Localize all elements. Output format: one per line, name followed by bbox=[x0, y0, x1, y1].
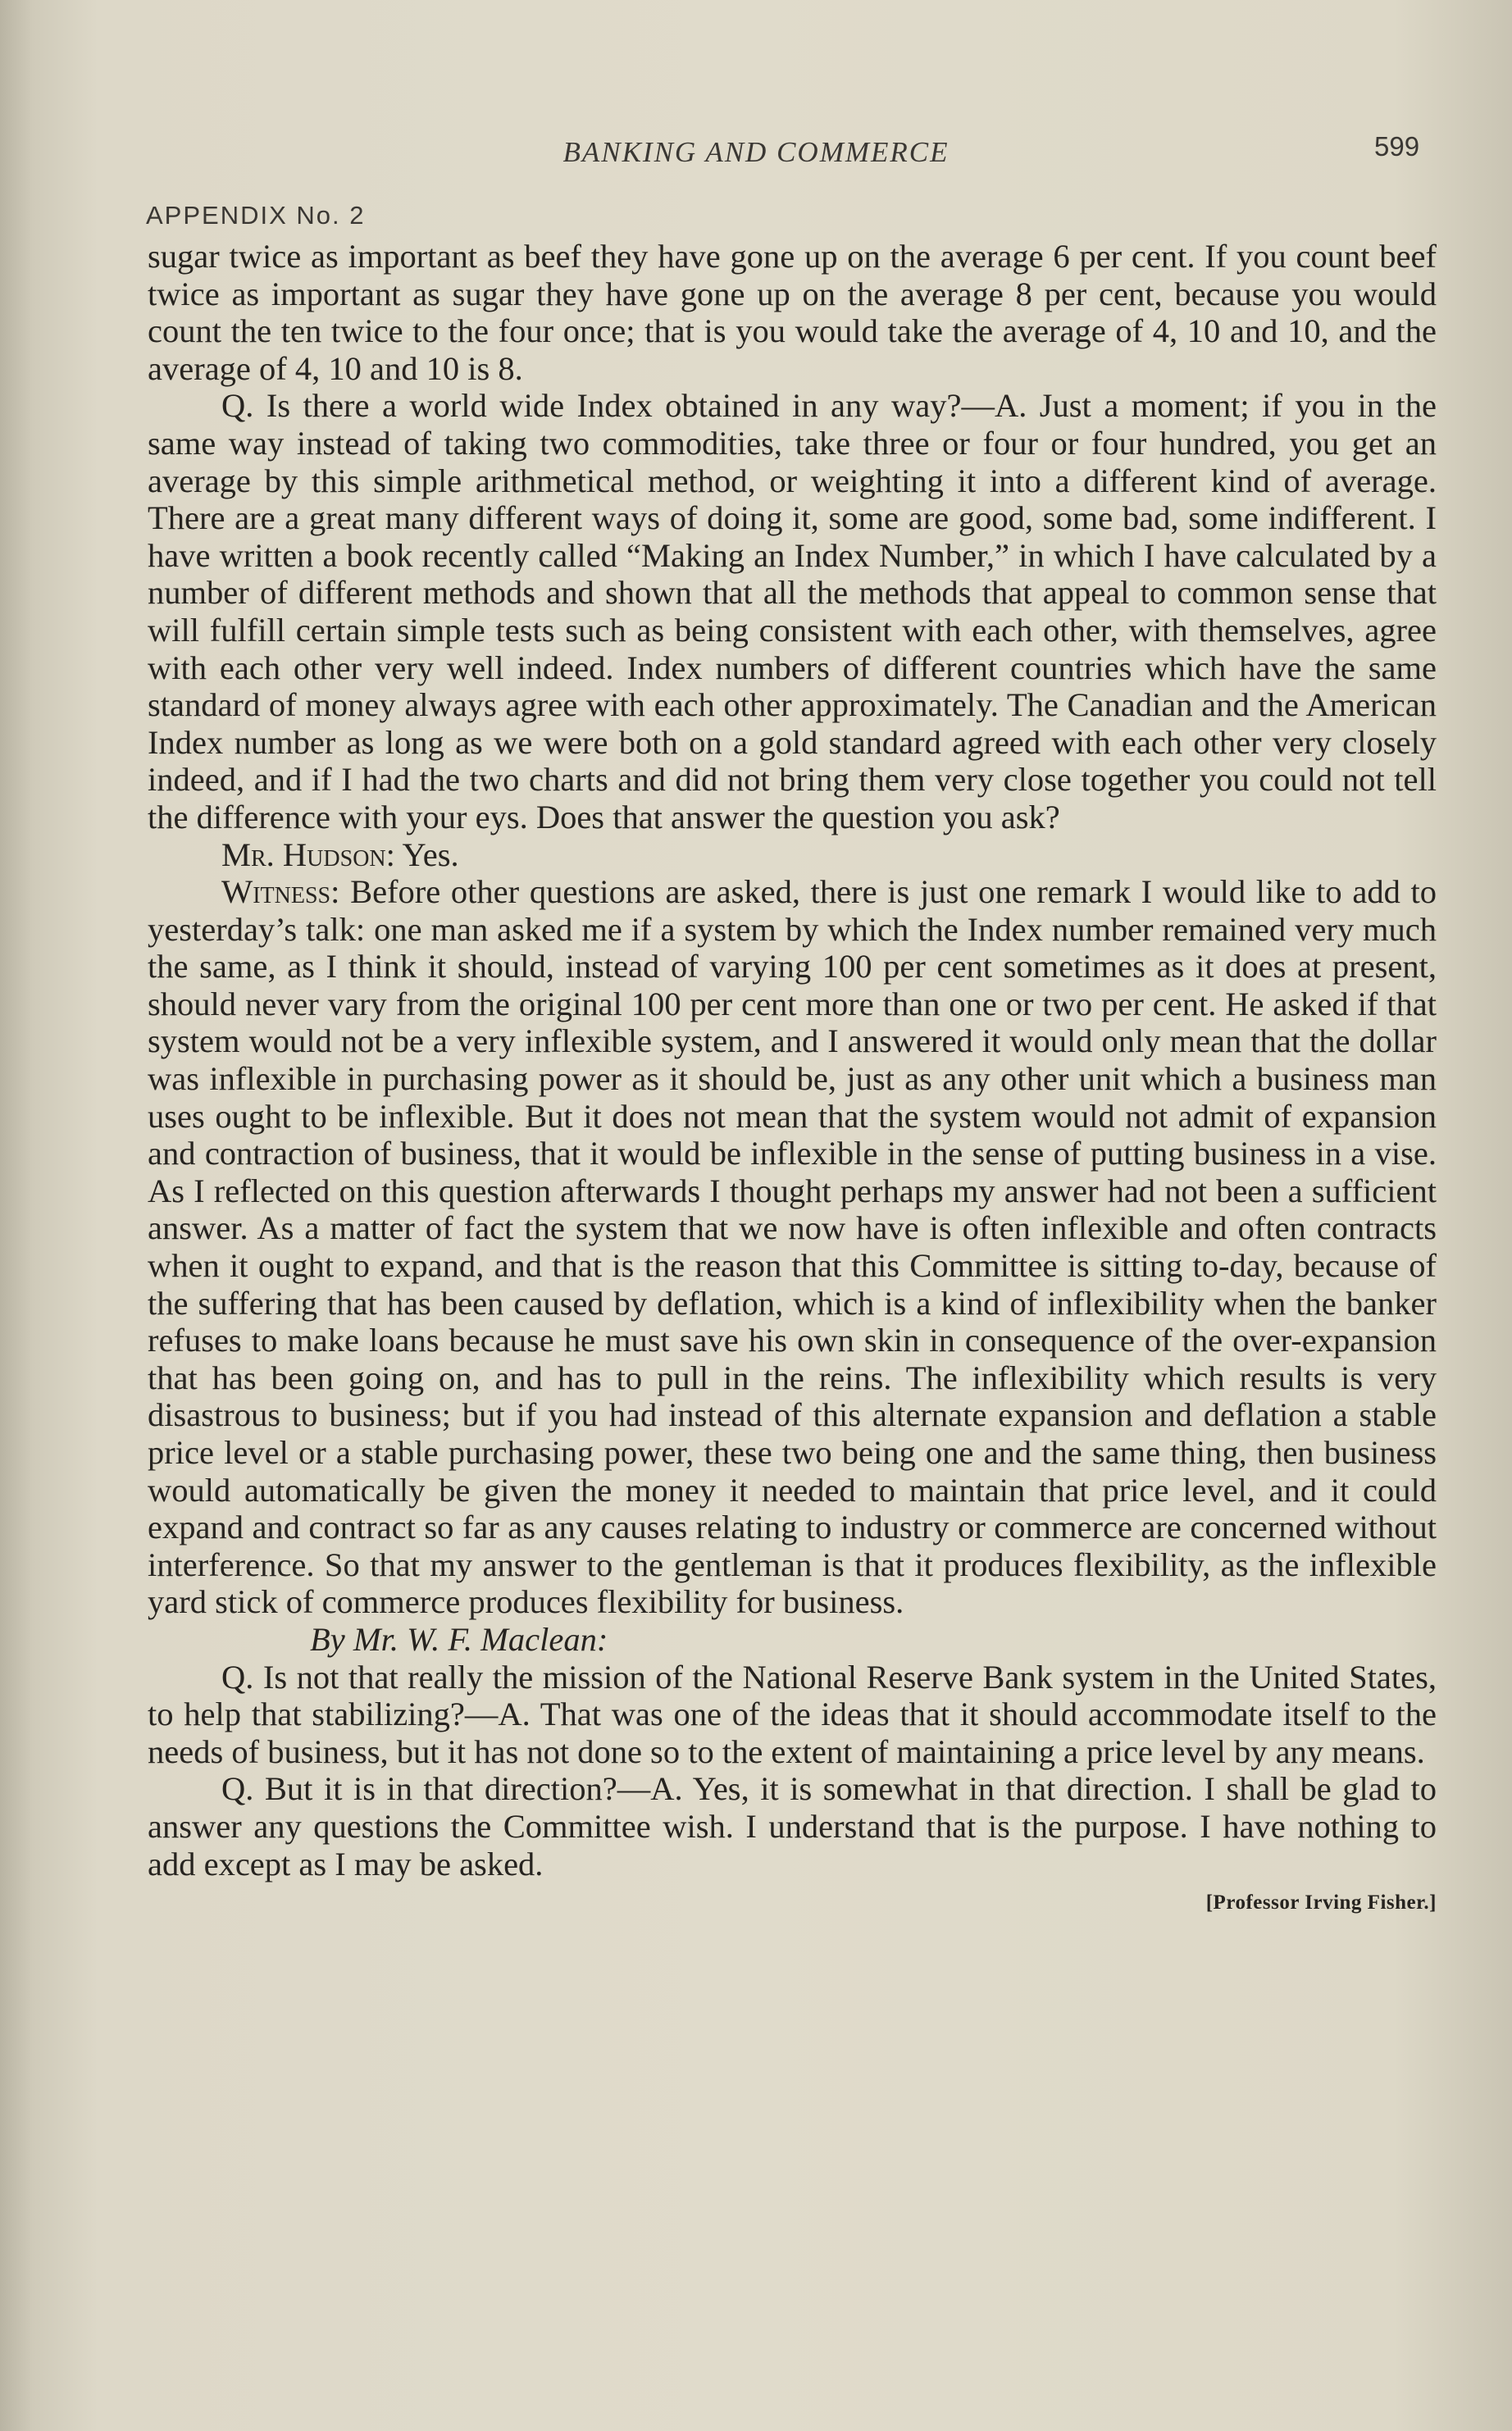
speaker-text: Yes. bbox=[402, 835, 459, 873]
appendix-label: APPENDIX No. 2 bbox=[146, 201, 366, 230]
signature: [Professor Irving Fisher.] bbox=[1205, 1892, 1437, 1914]
page-number: 599 bbox=[1374, 131, 1420, 162]
paragraph-mr-hudson bbox=[148, 836, 1437, 874]
byline: By Mr. W. F. Maclean: bbox=[310, 1620, 608, 1658]
paragraph-continued: sugar twice as important as beef they have gone up on the average 6 per cent. If you count beef twice as important as sugar they have gone up on the average 8 per cent, because you would count the ten twice to the four once; that is you would take the average of 4, 10 and 10, and the average of 4, 10 and 10 is 8. bbox=[148, 238, 1437, 387]
speaker-name: Mr. Hudson: bbox=[221, 835, 395, 873]
body-text bbox=[148, 238, 1437, 1922]
paragraph-witness bbox=[148, 873, 1437, 1621]
paragraph-question-direction: Q. But it is in that direction?—A. Yes, it is somewhat in that direction. I shall be glad to answer any questions the Committee wish. I understand that is the purpose. I have nothing to add except as I may be asked. bbox=[148, 1770, 1437, 1882]
paragraph-question-reserve: Q. Is not that really the mission of the National Reserve Bank system in the United States, to help that stabilizing?—A. That was one of the ideas that it should accommodate itself to the needs of business, but it has not done so to the extent of maintaining a price level by any means. bbox=[148, 1658, 1437, 1770]
running-title: BANKING AND COMMERCE bbox=[562, 136, 950, 168]
paragraph-question-index: Q. Is there a world wide Index obtained in any way?—A. Just a moment; if you in the same way instead of taking two commodities, take three or four or four hundred, you get an average by this simple arithmetical method, or weighting it into a different kind of average. There are a great many different ways of doing it, some are good, some bad, some indifferent. I have written a book recently called “Making an Index Number,” in which I have calculated by a number of different methods and shown that all the methods that appeal to common sense that will fulfill certain simple tests such as being consistent with each other, with themselves, agree with each other very well indeed. Index numbers of different countries which have the same standard of money always agree with each other approximately. The Canadian and the American Index number as long as we were both on a gold standard agreed with each other very closely indeed, and if I had the two charts and did not bring them very close together you could not tell the difference with your eys. Does that answer the question you ask? bbox=[148, 387, 1437, 835]
speaker-name: Witness: bbox=[221, 873, 340, 911]
speaker-text: Before other questions are asked, there is just one remark I would like to add to yesterday’s talk: one man asked me if a system by which the Index number remained very much the same, as I think it should, instead of varying 100 per cent sometimes as it does at present, should never vary from the original 100 per cent more than one or two per cent. He asked if that system would not be a very inflexible system, and I answered it would only mean that the dollar was inflexible in purchasing power as it should be, just as any other unit which a business man uses ought to be inflexible. But it does not mean that the system would not admit of expansion and contraction of business, that it would be inflexible in the sense of putting business in a vise. As I reflected on this question afterwards I thought perhaps my answer had not been a sufficient answer. As a matter of fact the system that we now have is often inflexible and often contracts when it ought to expand, and that is the reason that this Committee is sitting to-day, because of the suffering that has been caused by deflation, which is a kind of inflexibility when the banker refuses to make loans because he must save his own skin in consequence of the over-expansion that has been going on, and has to pull in the reins. The inflexibility which results is very disastrous to business; but if you had instead of this alternate expansion and deflation a stable price level or a stable purchasing power, these two being one and the same thing, then business would automatically be given the money it needed to maintain that price level, and it could expand and contract so far as any causes relating to industry or commerce are concerned without interference. So that my answer to the gentleman is that it produces flexibility, as the inflexible yard stick of commerce produces flexibility for business. bbox=[148, 873, 1437, 1621]
